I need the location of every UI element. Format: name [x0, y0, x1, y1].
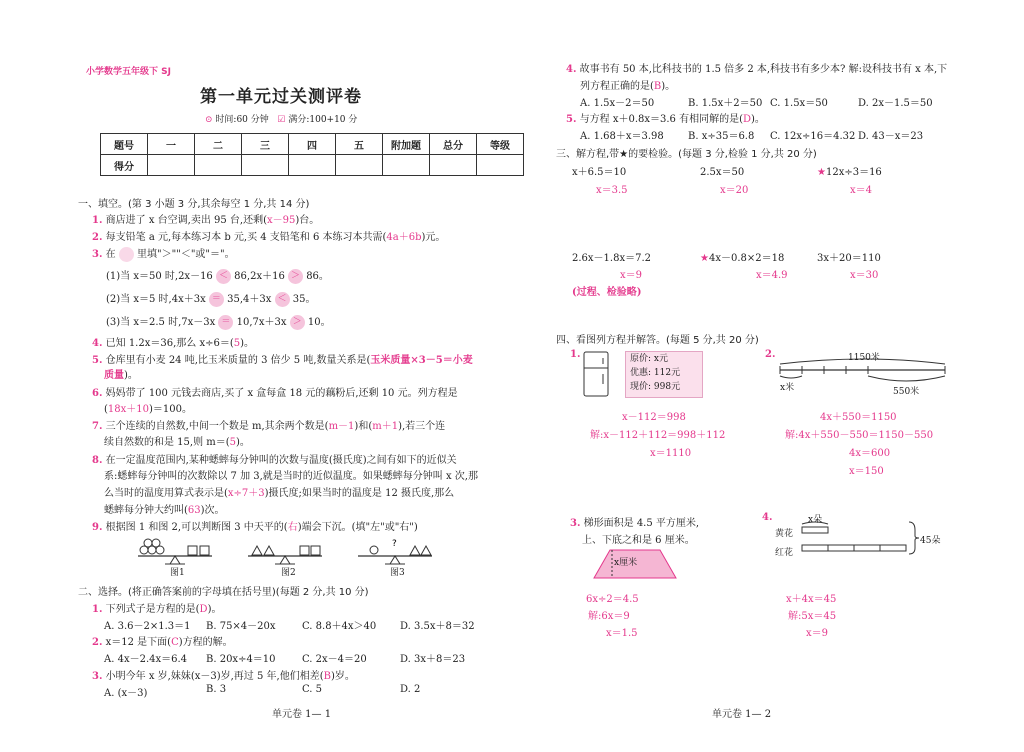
question-2-4-cont: 列方程正确的是(B)。	[580, 81, 676, 92]
star-icon: ★	[817, 167, 826, 178]
equation: x＋6.5＝10	[572, 167, 627, 178]
score-cell: 得分	[101, 155, 148, 176]
question-1-7-cont: 续自然数的和是 15,则 m＝(5)。	[104, 437, 250, 448]
solution-line: 解:4x＋550－550＝1150－550	[785, 430, 934, 441]
solution-line: x＝1.5	[606, 628, 638, 639]
solution-line: 解:6x＝9	[588, 611, 630, 622]
score-cell: 总分	[430, 134, 477, 155]
question-1-3-2: (2)当 x＝5 时,4x＋3x ＝ 35,4＋3x ＜ 35。	[106, 294, 316, 305]
equation: 3x＋20＝110	[817, 253, 881, 264]
problem-3-text: 3. 梯形面积是 4.5 平方厘米,	[570, 518, 700, 529]
equation: 2.6x－1.8x＝7.2	[572, 253, 651, 264]
equation-answer: x＝30	[850, 270, 879, 281]
price-tag: 原价: x元 优惠: 112元 现价: 998元	[625, 351, 703, 398]
question-1-6-cont: (18x＋10)＝100。	[104, 404, 192, 415]
question-2-1: 1. 下列式子是方程的是(D)。	[92, 604, 222, 615]
question-1-6: 6. 妈妈带了 100 元钱去商店,买了 x 盒每盒 18 元的藕粉后,还剩 10 元。列方程是	[92, 388, 458, 399]
score-label: 满分:100+10 分	[288, 115, 358, 125]
question-1-3: 3. 在 里填"＞""＜"或"＝"。	[92, 249, 235, 260]
answer-circle: ＞	[290, 315, 305, 330]
note: (过程、检验略)	[572, 287, 642, 298]
score-cell[interactable]	[477, 155, 524, 176]
answer-circle: ＜	[275, 292, 290, 307]
exam-meta	[205, 112, 357, 125]
problem-number: 4.	[762, 512, 773, 523]
yellow-label: 黄花	[775, 529, 794, 539]
question-1-3-1: (1)当 x＝50 时,2x－16 ＜ 86,2x＋16 ＞ 86。	[106, 271, 329, 282]
question-1-4: 4. 已知 1.2x＝36,那么 x÷6＝(5)。	[92, 338, 255, 349]
answer-circle: ＝	[209, 292, 224, 307]
question-1-8-l3: 么当时的温度用算式表示是(x÷7＋3)摄氏度;如果当时的温度是 12 摄氏度,那么	[104, 488, 455, 499]
footer-left: 单元卷 1— 1	[272, 709, 332, 720]
score-table	[100, 133, 524, 176]
fig-label: 图2	[281, 568, 296, 578]
score-cell[interactable]	[242, 155, 289, 176]
question-1-9: 9. 根据图 1 和图 2,可以判断图 3 中天平的(右)端会下沉。(填"左"或"右")	[92, 522, 418, 533]
solution-line: 解:x－112＋112＝998＋112	[590, 430, 726, 441]
question-2-2: 2. x＝12 是下面(C)方程的解。	[92, 637, 233, 648]
page-title: 第一单元过关测评卷	[200, 87, 362, 107]
equation-answer: x＝4	[850, 185, 873, 196]
equation: ★4x－0.8×2＝18	[700, 253, 785, 264]
question-1-1: 1. 商店进了 x 台空调,卖出 95 台,还剩(x－95)台。	[92, 215, 320, 226]
solution-line: x＋4x＝45	[786, 594, 837, 605]
score-cell[interactable]	[383, 155, 430, 176]
total-label: 45朵	[920, 536, 941, 546]
red-label: 红花	[775, 548, 794, 558]
section-1-title: 一、填空。(第 3 小题 3 分,其余每空 1 分,共 14 分)	[78, 199, 310, 210]
question-1-2: 2. 每支铅笔 a 元,每本练习本 b 元,买 4 支铅笔和 6 本练习本共需(4a＋6b)元。	[92, 232, 446, 243]
section-4-title: 四、看图列方程并解答。(每题 5 分,共 20 分)	[556, 335, 759, 346]
equation-answer: x＝9	[620, 270, 643, 281]
total-label: 1150米	[848, 353, 880, 363]
part-label: 550米	[893, 387, 920, 397]
score-cell: 五	[336, 134, 383, 155]
solution-line: x－112＝998	[622, 412, 686, 423]
balance-fig-1	[138, 539, 212, 564]
section-3-title: 三、解方程,带★的要检验。(每题 3 分,检验 1 分,共 20 分)	[556, 149, 817, 160]
question-1-8-l4: 蟋蟀每分钟大约叫(63)次。	[104, 505, 225, 516]
solution-line: x＝150	[849, 466, 884, 477]
score-cell: 一	[148, 134, 195, 155]
score-cell[interactable]	[195, 155, 242, 176]
section-2-title: 二、选择。(将正确答案前的字母填在括号里)(每题 2 分,共 10 分)	[78, 587, 369, 598]
question-1-7: 7. 三个连续的自然数,中间一个数是 m,其余两个数是(m－1)和(m＋1),若三个连	[92, 421, 446, 432]
question-1-3-3: (3)当 x＝2.5 时,7x－3x ＝ 10,7x＋3x ＞ 10。	[106, 317, 331, 328]
score-cell: 三	[242, 134, 289, 155]
solution-line: x＝9	[806, 628, 829, 639]
star-icon: ★	[700, 253, 709, 264]
answer-circle: ＜	[216, 269, 231, 284]
problem-3-text: 上、下底之和是 6 厘米。	[582, 535, 695, 546]
height-label: x厘米	[614, 558, 638, 568]
x-label: x朵	[808, 515, 823, 525]
balance-fig-2	[248, 546, 322, 564]
equation: ★12x÷3＝16	[817, 167, 882, 178]
solution-line: 6x÷2＝4.5	[586, 594, 639, 605]
equation-answer: x＝20	[720, 185, 749, 196]
question-2-5: 5. 与方程 x＋0.8x＝3.6 有相同解的是(D)。	[566, 114, 765, 125]
score-cell: 题号	[101, 134, 148, 155]
fridge-icon	[582, 350, 612, 398]
solution-line: 4x＝600	[849, 448, 891, 459]
score-cell: 附加题	[383, 134, 430, 155]
clock-icon: ⊙	[205, 115, 213, 125]
score-cell: 等级	[477, 134, 524, 155]
balance-fig-3	[358, 539, 432, 564]
fig-label: 图1	[170, 568, 185, 578]
question-2-4: 4. 故事书有 50 本,比科技书的 1.5 倍多 2 本,科技书有多少本? 解:设科技书有 x 本,下	[566, 64, 948, 75]
fig-label: 图3	[390, 568, 405, 578]
footer-right: 单元卷 1— 2	[712, 709, 772, 720]
score-cell: 二	[195, 134, 242, 155]
series-label: 小学数学五年级下 SJ	[86, 67, 171, 77]
question-2-3: 3. 小明今年 x 岁,妹妹(x－3)岁,再过 5 年,他们相差(B)岁。	[92, 671, 355, 682]
solution-line: 解:5x＝45	[788, 611, 837, 622]
svg-text:?: ?	[392, 539, 397, 549]
score-cell: 四	[289, 134, 336, 155]
equation: 2.5x＝50	[700, 167, 745, 178]
question-1-5: 5. 仓库里有小麦 24 吨,比玉米质量的 3 倍少 5 吨,数量关系是(玉米质量×3－5＝小麦	[92, 355, 473, 366]
answer-circle: ＞	[288, 269, 303, 284]
time-label: 时间:60 分钟	[215, 115, 269, 125]
checkbox-icon: ☑	[277, 115, 286, 125]
equation-answer: x＝4.9	[756, 270, 788, 281]
score-cell[interactable]	[430, 155, 477, 176]
equation-answer: x＝3.5	[596, 185, 628, 196]
problem-number: 2.	[765, 349, 776, 360]
blank-circle	[119, 247, 134, 262]
score-cell[interactable]	[148, 155, 195, 176]
x-label: x米	[780, 383, 795, 393]
solution-line: x＝1110	[650, 448, 692, 459]
bar-diagram	[795, 518, 920, 558]
question-1-8-l2: 系:蟋蟀每分钟叫的次数除以 7 加 3,就是当时的近似温度。如果蟋蟀每分钟叫 x 次,那	[104, 471, 478, 482]
score-cell[interactable]	[289, 155, 336, 176]
solution-line: 4x＋550＝1150	[820, 412, 897, 423]
answer-circle: ＝	[218, 315, 233, 330]
question-1-5-cont: 质量)。	[104, 370, 138, 381]
problem-number: 1.	[570, 349, 581, 360]
question-1-8: 8. 在一定温度范围内,某种蟋蟀每分钟叫的次数与温度(摄氏度)之间有如下的近似关	[92, 455, 457, 466]
score-cell[interactable]	[336, 155, 383, 176]
